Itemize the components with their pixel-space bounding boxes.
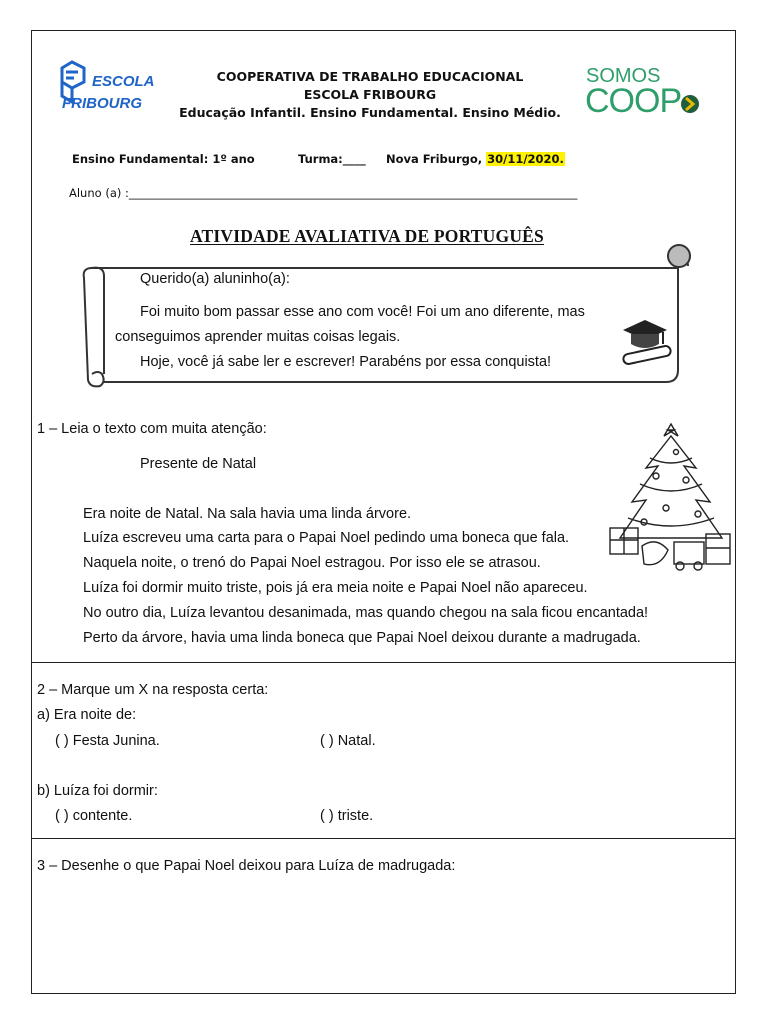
story-line-3: Naquela noite, o trenó do Papai Noel estragou. Por isso ele se atrasou.	[83, 555, 541, 571]
story-line-4: Luíza foi dormir muito triste, pois já era meia noite e Papai Noel não apareceu.	[83, 580, 588, 596]
diploma-icon	[622, 345, 671, 365]
logo-left-line2: FRIBOURG	[62, 95, 142, 112]
org-line1: COOPERATIVA DE TRABALHO EDUCACIONAL	[216, 69, 524, 84]
q2-b-option-1[interactable]: ( ) contente.	[55, 808, 133, 824]
story-line-1: Era noite de Natal. Na sala havia uma linda árvore.	[83, 506, 412, 522]
graduation-cap-icon	[623, 320, 667, 348]
divider-1	[32, 662, 735, 663]
story-line-2: Luíza escreveu uma carta para o Papai Noel pedindo uma boneca que fala.	[83, 530, 570, 546]
logo-right-line1: SOMOS	[586, 65, 661, 87]
q2-a-option-1[interactable]: ( ) Festa Junina.	[55, 733, 160, 749]
student-name-field[interactable]: Aluno (a) :______________________________________________________________________________	[69, 186, 578, 200]
date-label: 30/11/2020.	[487, 152, 564, 166]
org-line3: Educação Infantil. Ensino Fundamental. Ensino Médio.	[179, 105, 561, 120]
scroll-line2: conseguimos aprender muitas coisas legais.	[115, 329, 401, 345]
place-label: Nova Friburgo,	[386, 152, 483, 166]
q2-prompt: 2 – Marque um X na resposta certa:	[37, 682, 269, 698]
logo-right-line2: COOP	[585, 82, 682, 120]
scroll-greeting: Querido(a) aluninho(a):	[140, 271, 290, 287]
q2-b-label: b) Luíza foi dormir:	[37, 783, 158, 799]
coop-arrow-icon	[681, 95, 699, 113]
q1-prompt: 1 – Leia o texto com muita atenção:	[37, 421, 267, 437]
escola-fribourg-logo	[58, 58, 163, 123]
somos-coop-logo	[585, 60, 705, 131]
class-field[interactable]: Turma:____	[298, 152, 366, 166]
activity-title: ATIVIDADE AVALIATIVA DE PORTUGUÊS	[190, 226, 544, 246]
divider-2	[32, 838, 735, 839]
q2-a-label: a) Era noite de:	[37, 707, 137, 723]
q2-b-option-2[interactable]: ( ) triste.	[320, 808, 374, 824]
logo-left-line1: ESCOLA	[92, 73, 155, 90]
grade-label: Ensino Fundamental: 1º ano	[72, 152, 255, 166]
story-line-6: Perto da árvore, havia uma linda boneca que Papai Noel deixou durante a madrugada.	[83, 630, 641, 646]
scroll-line1: Foi muito bom passar esse ano com você! Foi um ano diferente, mas	[140, 304, 585, 320]
org-line2: ESCOLA FRIBOURG	[303, 87, 437, 102]
scroll-line3: Hoje, você já sabe ler e escrever! Parabéns por essa conquista!	[140, 354, 552, 370]
story-line-5: No outro dia, Luíza levantou desanimada, mas quando chegou na sala ficou encantada!	[83, 605, 649, 621]
story-title: Presente de Natal	[140, 456, 257, 472]
q3-prompt: 3 – Desenhe o que Papai Noel deixou para Luíza de madrugada:	[37, 858, 456, 874]
q2-a-option-2[interactable]: ( ) Natal.	[320, 733, 376, 749]
drawing-area[interactable]	[40, 885, 730, 985]
christmas-tree-illustration	[606, 418, 736, 585]
